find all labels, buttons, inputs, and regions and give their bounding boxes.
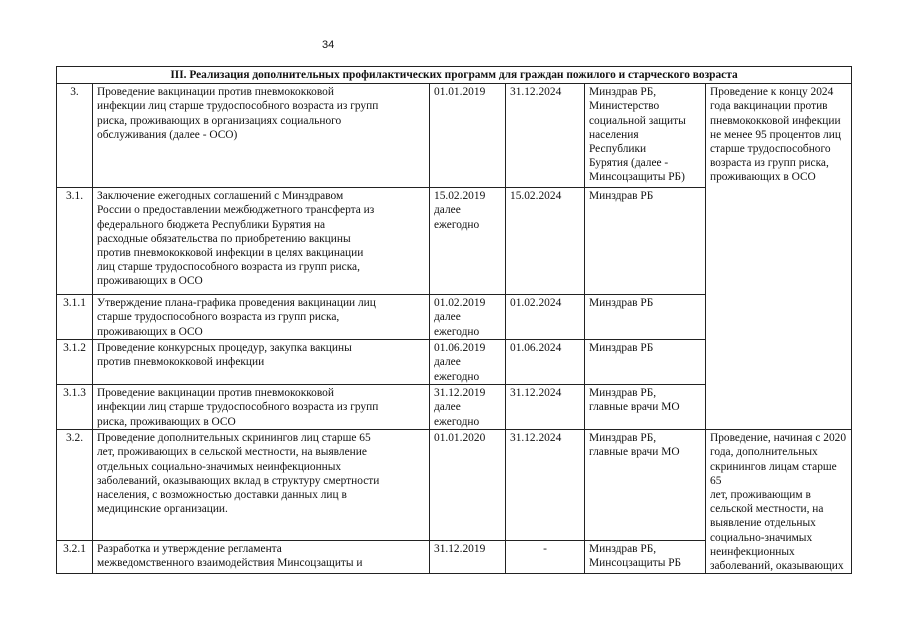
text-line: обслуживания (далее - ОСО) [97,128,238,141]
text-line: лет, проживающих в сельской местности, на выявление [97,446,367,459]
text-line: проживающих в ОСО [97,325,203,338]
executor-line: главные врачи МО [589,446,680,459]
result-line: проживающих в ОСО [710,171,816,184]
start-line: ежегодно [434,415,480,428]
table-row [57,84,852,188]
text-line: против пневмококковой инфекции в целях вакцинации [97,247,364,260]
end-date: 31.12.2024 [506,430,585,541]
start-line: ежегодно [434,370,480,383]
executor [585,295,706,340]
text-line: риска, проживающих в ОСО [97,415,236,428]
text-line: заболеваний, оказывающих вклад в структуру смертности [97,474,380,487]
executor [585,430,706,541]
text-line: инфекции лиц старше трудоспособного возраста из групп [97,401,379,414]
start-line: ежегодно [434,218,480,231]
start-date [430,430,506,541]
text-line: населения, с возможностью доставки данных лиц в [97,489,347,502]
text-line: против пневмококковой инфекции [97,356,265,369]
executor-line: Минздрав РБ, [589,387,657,400]
executor-line: Минздрав РБ [589,297,654,310]
start-date [430,340,506,385]
text-line: лиц старше трудоспособного возраста из групп риска, [97,261,360,274]
page-number: 34 [322,39,335,51]
executor-line: Республики [589,143,647,156]
expected-result [706,430,852,574]
start-date [430,84,506,188]
executor-line: Министерство [589,100,660,113]
text-line: федерального бюджета Республики Бурятия на [97,218,326,231]
start-line: 31.12.2019 [434,542,486,555]
executor-line: Минздрав РБ, [589,432,657,445]
executor-line: Минздрав РБ [589,342,654,355]
result-line: возраста из групп риска, [710,157,829,170]
start-date [430,540,506,573]
result-line: выявление отдельных [710,517,816,530]
result-line: старше трудоспособного [710,143,831,156]
text-line: Утверждение плана-графика проведения вакцинации лиц [97,297,376,310]
text-line: Проведение вакцинации против пневмококковой [97,86,334,99]
executor-line: социальной защиты [589,114,686,127]
activity-text [93,340,430,385]
row-number: 3.1. [57,188,93,295]
activity-text [93,540,430,573]
result-line: заболеваний, оказывающих [710,560,844,573]
activity-text [93,385,430,430]
text-line: Проведение вакцинации против пневмококковой [97,387,334,400]
text-line: риска, проживающих в организациях социального [97,114,342,127]
start-line: 31.12.2019 [434,387,486,400]
executor-line: главные врачи МО [589,401,680,414]
row-number: 3.2.1 [57,540,93,573]
start-line: ежегодно [434,325,480,338]
end-date: 01.02.2024 [506,295,585,340]
result-line: пневмококковой инфекции [710,114,841,127]
end-date: 15.02.2024 [506,188,585,295]
executor-line: Минсоцзащиты РБ [589,557,682,570]
text-line: Разработка и утверждение регламента [97,542,282,555]
program-table [56,66,852,574]
executor [585,84,706,188]
section-title: III. Реализация дополнительных профилактических программ для граждан пожилого и старческого возраста [57,67,852,84]
start-line: 01.01.2019 [434,86,486,99]
row-number: 3.1.2 [57,340,93,385]
start-line: далее [434,311,461,324]
end-date: 31.12.2024 [506,385,585,430]
row-number: 3.1.1 [57,295,93,340]
activity-text [93,84,430,188]
result-line: года вакцинации против [710,100,828,113]
section-header-row [57,67,852,84]
result-line: года, дополнительных [710,446,818,459]
result-line: не менее 95 процентов лиц [710,128,841,141]
executor-line: Бурятия (далее - [589,157,669,170]
executor-line: Минздрав РБ [589,190,654,203]
start-date [430,295,506,340]
text-line: расходные обязательства по приобретению вакцины [97,232,351,245]
start-line: 15.02.2019 [434,190,486,203]
start-date [430,188,506,295]
text-line: медицинские организации. [97,503,228,516]
text-line: инфекции лиц старше трудоспособного возраста из групп [97,100,379,113]
row-number: 3.1.3 [57,385,93,430]
start-line: далее [434,204,461,217]
start-line: далее [434,356,461,369]
text-line: Проведение конкурсных процедур, закупка вакцины [97,342,352,355]
table-row [57,430,852,541]
text-line: Заключение ежегодных соглашений с Минздравом [97,190,344,203]
end-date: - [506,540,585,573]
text-line: старше трудоспособного возраста из групп риска, [97,311,340,324]
end-date: 01.06.2024 [506,340,585,385]
executor-line: населения [589,128,639,141]
start-line: далее [434,401,461,414]
text-line: проживающих в ОСО [97,275,203,288]
text-line: межведомственного взаимодействия Минсоцзащиты и [97,557,363,570]
row-number: 3. [57,84,93,188]
start-line: 01.01.2020 [434,432,486,445]
text-line: Проведение дополнительных скринингов лиц старше 65 [97,432,371,445]
activity-text [93,295,430,340]
activity-text [93,188,430,295]
end-date: 31.12.2024 [506,84,585,188]
result-line: сельской местности, на [710,503,824,516]
start-date [430,385,506,430]
result-line: Проведение, начиная с 2020 [710,432,847,445]
result-line: скринингов лицам старше 65 [710,460,837,487]
executor [585,385,706,430]
executor-line: Минздрав РБ, [589,542,657,555]
text-line: отдельных социально-значимых неинфекционных [97,460,342,473]
result-line: Проведение к концу 2024 [710,86,834,99]
executor [585,188,706,295]
executor [585,340,706,385]
start-line: 01.06.2019 [434,342,486,355]
result-line: неинфекционных [710,545,795,558]
result-line: социально-значимых [710,531,813,544]
text-line: России о предоставлении межбюджетного трансферта из [97,204,375,217]
start-line: 01.02.2019 [434,297,486,310]
activity-text [93,430,430,541]
row-number: 3.2. [57,430,93,541]
executor-line: Минсоцзащиты РБ) [589,171,685,184]
result-line: лет, проживающим в [710,489,811,502]
executor [585,540,706,573]
executor-line: Минздрав РБ, [589,86,657,99]
expected-result [706,84,852,430]
